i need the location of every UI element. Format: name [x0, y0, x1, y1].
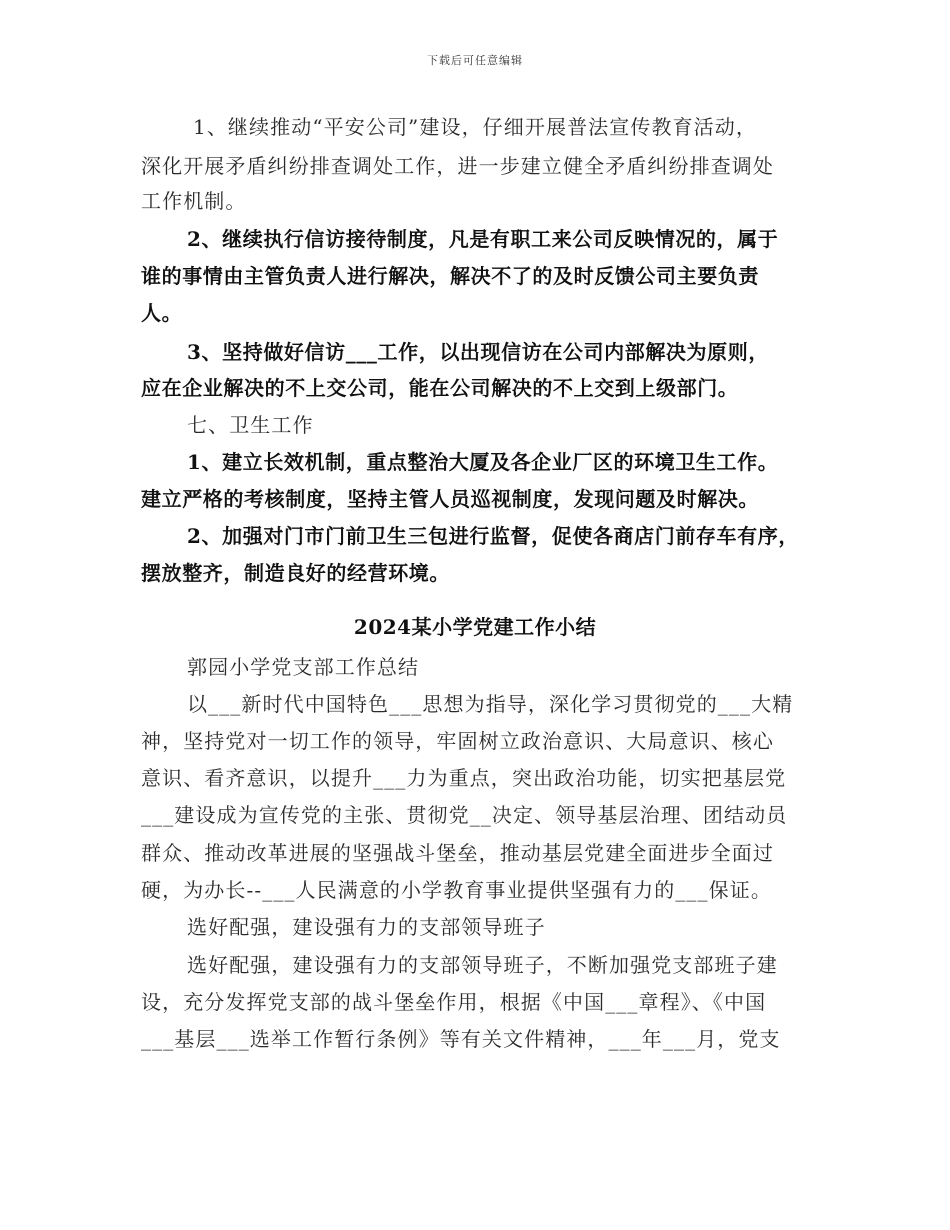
paragraph-line: 2、加强对门市门前卫生三包进行监督，促使各商店门前存车有序， — [187, 524, 799, 548]
paragraph-line: 意识、看齐意识，以提升___力为重点，突出政治功能，切实把基层党 — [141, 766, 787, 790]
paragraph-line: 设，充分发挥党支部的战斗堡垒作用，根据《中国___章程》、《中国 — [141, 990, 767, 1014]
document-title: 2024某小学党建工作小结 — [353, 615, 597, 639]
paragraph-line: 1、继续推动“平安公司”建设，仔细开展普法宣传教育活动， — [193, 115, 757, 139]
paragraph-line: 3、坚持做好信访___工作，以出现信访在公司内部解决为原则， — [187, 340, 769, 364]
paragraph-line: 应在企业解决的不上交公司，能在公司解决的不上交到上级部门。 — [141, 376, 739, 400]
paragraph-line: 群众、推动改革进展的坚强战斗堡垒，推动基层党建全面进步全面过 — [141, 841, 774, 865]
paragraph-line: ___建设成为宣传党的主张、贯彻党__决定、领导基层治理、团结动员 — [141, 803, 788, 827]
paragraph-line: 硬，为办长--___人民满意的小学教育事业提供坚强有力的___保证。 — [141, 878, 772, 902]
paragraph-line: 摆放整齐，制造良好的经营环境。 — [141, 561, 450, 585]
paragraph-line: 建立严格的考核制度，坚持主管人员巡视制度，发现问题及时解决。 — [141, 487, 759, 511]
paragraph-line: 工作机制。 — [141, 189, 247, 213]
paragraph-line: 神，坚持党对一切工作的领导，牢固树立政治意识、大局意识、核心 — [141, 729, 774, 753]
subheading: 选好配强，建设强有力的支部领导班子 — [187, 915, 546, 939]
paragraph-line: 1、建立长效机制，重点整治大厦及各企业厂区的环境卫生工作。 — [187, 450, 779, 474]
paragraph-line: ___基层___选举工作暂行条例》等有关文件精神，___年___月，党支 — [141, 1027, 781, 1051]
section-heading: 七、卫生工作 — [187, 413, 314, 437]
paragraph-line: 谁的事情由主管负责人进行解决，解决不了的及时反馈公司主要负责 — [141, 264, 759, 288]
subheading: 郭园小学党支部工作总结 — [187, 655, 420, 679]
paragraph-line: 2、继续执行信访接待制度，凡是有职工来公司反映情况的，属于 — [187, 227, 779, 251]
page-header: 下载后可任意编辑 — [427, 54, 523, 67]
paragraph-line: 人。 — [141, 301, 183, 325]
paragraph-line: 以___新时代中国特色___思想为指导，深化学习贯彻党的___大精 — [187, 692, 794, 716]
paragraph-line: 深化开展矛盾纠纷排查调处工作，进一步建立健全矛盾纠纷排查调处 — [141, 154, 774, 178]
paragraph-line: 选好配强，建设强有力的支部领导班子，不断加强党支部班子建 — [187, 953, 778, 977]
